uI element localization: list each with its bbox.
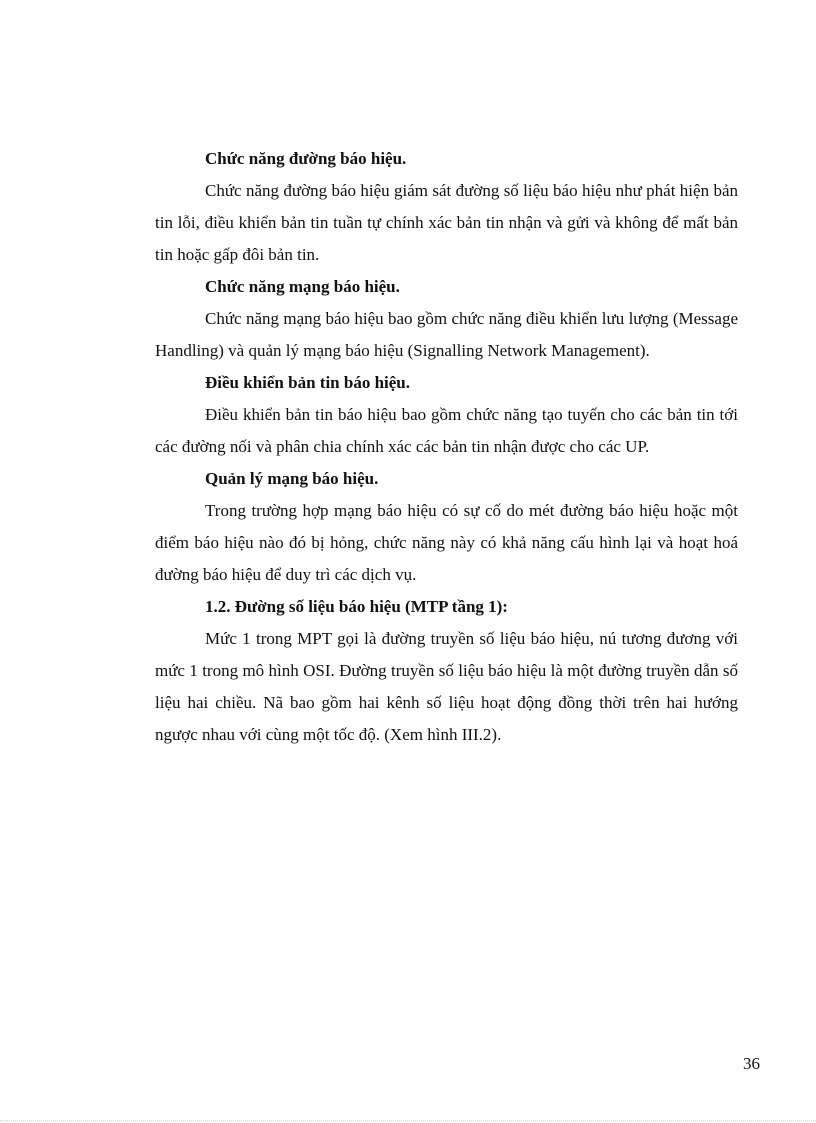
section-message-handling: [155, 367, 738, 463]
section-heading: 1.2. Đường số liệu báo hiệu (MTP tầng 1):: [205, 597, 508, 616]
section-heading: Điều khiển bản tin báo hiệu.: [205, 373, 411, 392]
section-paragraph: Mức 1 trong MPT gọi là đường truyền số liệu báo hiệu, nú tương đương với mức 1 trong mô hình OSI. Đường truyền số liệu báo hiệu là một đường truyền dẫn số liệu hai chiều. Nã bao gồm hai kênh số liệu hoạt động đồng thời trên hai hướng ngược nhau với cùng một tốc độ. (Xem hình III.2).: [155, 629, 738, 744]
section-network-functions: [155, 271, 738, 367]
section-heading: Quản lý mạng báo hiệu.: [205, 469, 379, 488]
section-heading: Chức năng đường báo hiệu.: [205, 149, 407, 168]
section-paragraph: Chức năng mạng báo hiệu bao gồm chức năng điều khiển lưu lượng (Message Handling) và quản lý mạng báo hiệu (Signalling Network Management).: [155, 309, 738, 360]
page-content: [155, 143, 738, 751]
section-paragraph: Điều khiển bản tin báo hiệu bao gồm chức năng tạo tuyến cho các bản tin tới các đường nối và phân chia chính xác các bản tin nhận được cho các UP.: [155, 405, 738, 456]
footer-divider: [0, 1120, 816, 1121]
section-link-functions: [155, 143, 738, 271]
section-heading: Chức năng mạng báo hiệu.: [205, 277, 400, 296]
section-network-management: [155, 463, 738, 591]
page-number: 36: [743, 1054, 760, 1073]
section-paragraph: Chức năng đường báo hiệu giám sát đường số liệu báo hiệu như phát hiện bản tin lỗi, điều khiển bản tin tuần tự chính xác bản tin nhận và gửi và không để mất bản tin hoặc gấp đôi bản tin.: [155, 181, 738, 264]
section-signalling-data-link: [155, 591, 738, 751]
section-paragraph: Trong trường hợp mạng báo hiệu có sự cố do mét đường báo hiệu hoặc một điểm báo hiệu nào đó bị hỏng, chức năng này có khả năng cấu hình lại và hoạt hoá đường báo hiệu để duy trì các dịch vụ.: [155, 501, 738, 584]
